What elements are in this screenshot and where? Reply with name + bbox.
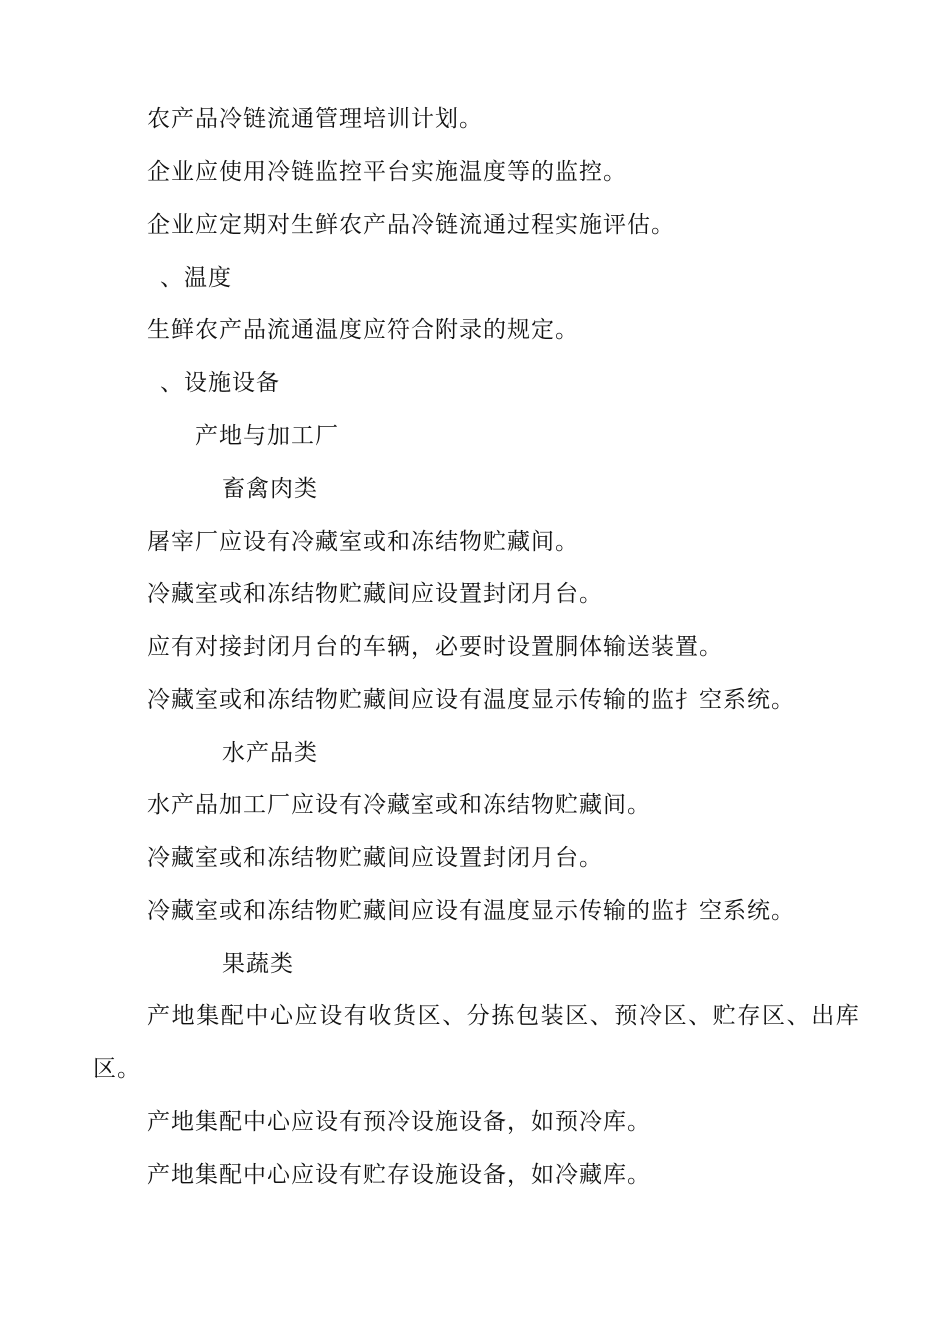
paragraph-meat-vehicles: 应有对接封闭月台的车辆，必要时设置胴体输送装置。 (147, 634, 723, 660)
paragraph-slaughterhouse: 屠宰厂应设有冷藏室或和冻结物贮藏间。 (147, 529, 579, 555)
paragraph-aquatic-plant: 水产品加工厂应设有冷藏室或和冻结物贮藏间。 (147, 792, 651, 818)
paragraph-meat-monitoring: 冷藏室或和冻结物贮藏间应设有温度显示传输的监扌空系统。 (147, 687, 795, 713)
paragraph-produce-precooling: 产地集配中心应设有预冷设施设备，如预冷库。 (147, 1109, 651, 1135)
paragraph-monitoring-platform: 企业应使用冷链监控平台实施温度等的监控。 (147, 159, 627, 185)
paragraph-aquatic-monitoring: 冷藏室或和冻结物贮藏间应设有温度显示传输的监扌空系统。 (147, 898, 795, 924)
subsubsection-heading-aquatic: 水产品类 (222, 740, 318, 766)
paragraph-training-plan: 农产品冷链流通管理培训计划。 (147, 106, 483, 132)
paragraph-periodic-evaluation: 企业应定期对生鲜农产品冷链流通过程实施评估。 (147, 212, 675, 238)
paragraph-produce-storage: 产地集配中心应设有贮存设施设备，如冷藏库。 (147, 1162, 651, 1188)
paragraph-temperature-appendix: 生鲜农产品流通温度应符合附录的规定。 (147, 317, 579, 343)
paragraph-aquatic-closed-platform: 冷藏室或和冻结物贮藏间应设置封闭月台。 (147, 845, 603, 871)
paragraph-meat-closed-platform: 冷藏室或和冻结物贮藏间应设置封闭月台。 (147, 581, 603, 607)
section-heading-facilities: 、设施设备 (160, 370, 280, 396)
paragraph-produce-zones-continued: 区。 (93, 1056, 141, 1082)
subsubsection-heading-meat: 畜禽肉类 (222, 476, 318, 502)
subsection-heading-origin-plant: 产地与加工厂 (195, 423, 339, 449)
paragraph-produce-zones: 产地集配中心应设有收货区、分拣包装区、预冷区、贮存区、出库 (147, 1003, 861, 1029)
section-heading-temperature: 、温度 (160, 265, 232, 291)
subsubsection-heading-produce: 果蔬类 (222, 951, 294, 977)
